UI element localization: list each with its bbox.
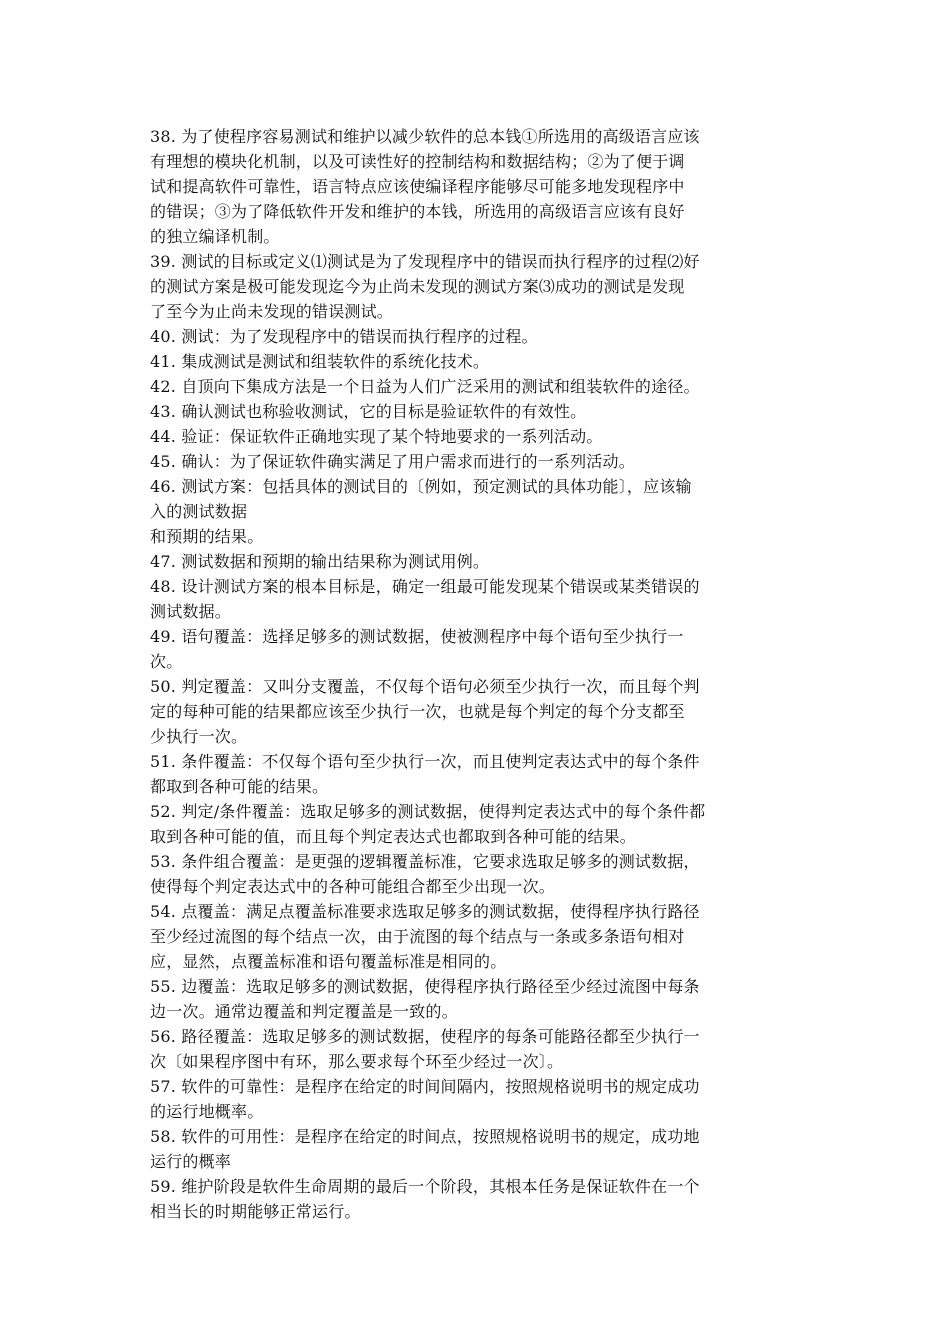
- text-line: 至少经过流图的每个结点一次，由于流图的每个结点与一条或多条语句相对: [150, 927, 685, 946]
- text-line: 都取到各种可能的结果。: [150, 777, 329, 796]
- text-line: 58. 软件的可用性：是程序在给定的时间点，按照规格说明书的规定，成功地: [150, 1127, 700, 1146]
- text-line: 的运行地概率。: [150, 1102, 264, 1121]
- text-line: 41. 集成测试是测试和组装软件的系统化技术。: [150, 352, 490, 371]
- paragraph-49: [150, 624, 800, 674]
- text-line: 定的每种可能的结果都应该至少执行一次，也就是每个判定的每个分支都至: [150, 702, 685, 721]
- text-line: 试和提高软件可靠性，语言特点应该使编译程序能够尽可能多地发现程序中: [150, 177, 685, 196]
- text-line: 的错误；③为了降低软件开发和维护的本钱，所选用的高级语言应该有良好: [150, 202, 685, 221]
- paragraph-58: [150, 1124, 800, 1174]
- text-line: 次。: [150, 652, 183, 671]
- paragraph-52: [150, 799, 800, 849]
- text-line: 51. 条件覆盖：不仅每个语句至少执行一次，而且使判定表达式中的每个条件: [150, 752, 700, 771]
- paragraph-56: [150, 1024, 800, 1074]
- text-line: 39. 测试的目标或定义⑴测试是为了发现程序中的错误而执行程序的过程⑵好: [150, 252, 700, 271]
- text-line: 47. 测试数据和预期的输出结果称为测试用例。: [150, 552, 490, 571]
- paragraph-45: [150, 449, 800, 474]
- document-page: [150, 124, 800, 1224]
- paragraph-51: [150, 749, 800, 799]
- paragraph-43: [150, 399, 800, 424]
- text-line: 应，显然，点覆盖标准和语句覆盖标准是相同的。: [150, 952, 507, 971]
- text-line: 57. 软件的可靠性：是程序在给定的时间间隔内，按照规格说明书的规定成功: [150, 1077, 700, 1096]
- text-line: 44. 验证：保证软件正确地实现了某个特地要求的一系列活动。: [150, 427, 603, 446]
- paragraph-41: [150, 349, 800, 374]
- text-line: 38. 为了使程序容易测试和维护以减少软件的总本钱①所选用的高级语言应该: [150, 127, 700, 146]
- paragraph-53: [150, 849, 800, 899]
- text-line: 40. 测试：为了发现程序中的错误而执行程序的过程。: [150, 327, 538, 346]
- paragraph-46: [150, 474, 800, 549]
- paragraph-47: [150, 549, 800, 574]
- text-line: 55. 边覆盖：选取足够多的测试数据，使得程序执行路径至少经过流图中每条: [150, 977, 700, 996]
- text-line: 48. 设计测试方案的根本目标是，确定一组最可能发现某个错误或某类错误的: [150, 577, 700, 596]
- text-line: 次〔如果程序图中有环，那么要求每个环至少经过一次〕。: [150, 1052, 564, 1071]
- paragraph-42: [150, 374, 800, 399]
- text-line: 54. 点覆盖：满足点覆盖标准要求选取足够多的测试数据，使得程序执行路径: [150, 902, 700, 921]
- text-line: 45. 确认：为了保证软件确实满足了用户需求而进行的一系列活动。: [150, 452, 635, 471]
- text-line: 53. 条件组合覆盖：是更强的逻辑覆盖标准，它要求选取足够多的测试数据，: [150, 852, 700, 871]
- text-line: 使得每个判定表达式中的各种可能组合都至少出现一次。: [150, 877, 556, 896]
- text-line: 边一次。通常边覆盖和判定覆盖是一致的。: [150, 1002, 458, 1021]
- paragraph-40: [150, 324, 800, 349]
- paragraph-44: [150, 424, 800, 449]
- paragraph-39: [150, 249, 800, 324]
- text-line: 运行的概率: [150, 1152, 232, 1171]
- text-line: 相当长的时期能够正常运行。: [150, 1202, 361, 1221]
- text-line: 52. 判定/条件覆盖：选取足够多的测试数据，使得判定表达式中的每个条件都: [150, 802, 706, 821]
- text-line: 50. 判定覆盖：又叫分支覆盖，不仅每个语句必须至少执行一次，而且每个判: [150, 677, 700, 696]
- text-line: 43. 确认测试也称验收测试，它的目标是验证软件的有效性。: [150, 402, 587, 421]
- text-line: 测试数据。: [150, 602, 232, 621]
- text-line: 的独立编译机制。: [150, 227, 280, 246]
- text-line: 取到各种可能的值，而且每个判定表达式也都取到各种可能的结果。: [150, 827, 637, 846]
- paragraph-54: [150, 899, 800, 974]
- paragraph-38: [150, 124, 800, 249]
- text-line: 的测试方案是极可能发现迄今为止尚未发现的测试方案⑶成功的测试是发现: [150, 277, 685, 296]
- text-line: 和预期的结果。: [150, 527, 264, 546]
- paragraph-59: [150, 1174, 800, 1224]
- paragraph-50: [150, 674, 800, 749]
- text-line: 了至今为止尚未发现的错误测试。: [150, 302, 394, 321]
- text-line: 入的测试数据: [150, 502, 248, 521]
- paragraph-48: [150, 574, 800, 624]
- text-line: 少执行一次。: [150, 727, 248, 746]
- paragraph-57: [150, 1074, 800, 1124]
- paragraph-55: [150, 974, 800, 1024]
- text-line: 56. 路径覆盖：选取足够多的测试数据，使程序的每条可能路径都至少执行一: [150, 1027, 700, 1046]
- text-line: 有理想的模块化机制，以及可读性好的控制结构和数据结构；②为了便于调: [150, 152, 685, 171]
- text-line: 42. 自顶向下集成方法是一个日益为人们广泛采用的测试和组装软件的途径。: [150, 377, 700, 396]
- text-line: 49. 语句覆盖：选择足够多的测试数据，使被测程序中每个语句至少执行一: [150, 627, 684, 646]
- text-line: 59. 维护阶段是软件生命周期的最后一个阶段，其根本任务是保证软件在一个: [150, 1177, 700, 1196]
- text-line: 46. 测试方案：包括具体的测试目的〔例如，预定测试的具体功能〕，应该输: [150, 477, 692, 496]
